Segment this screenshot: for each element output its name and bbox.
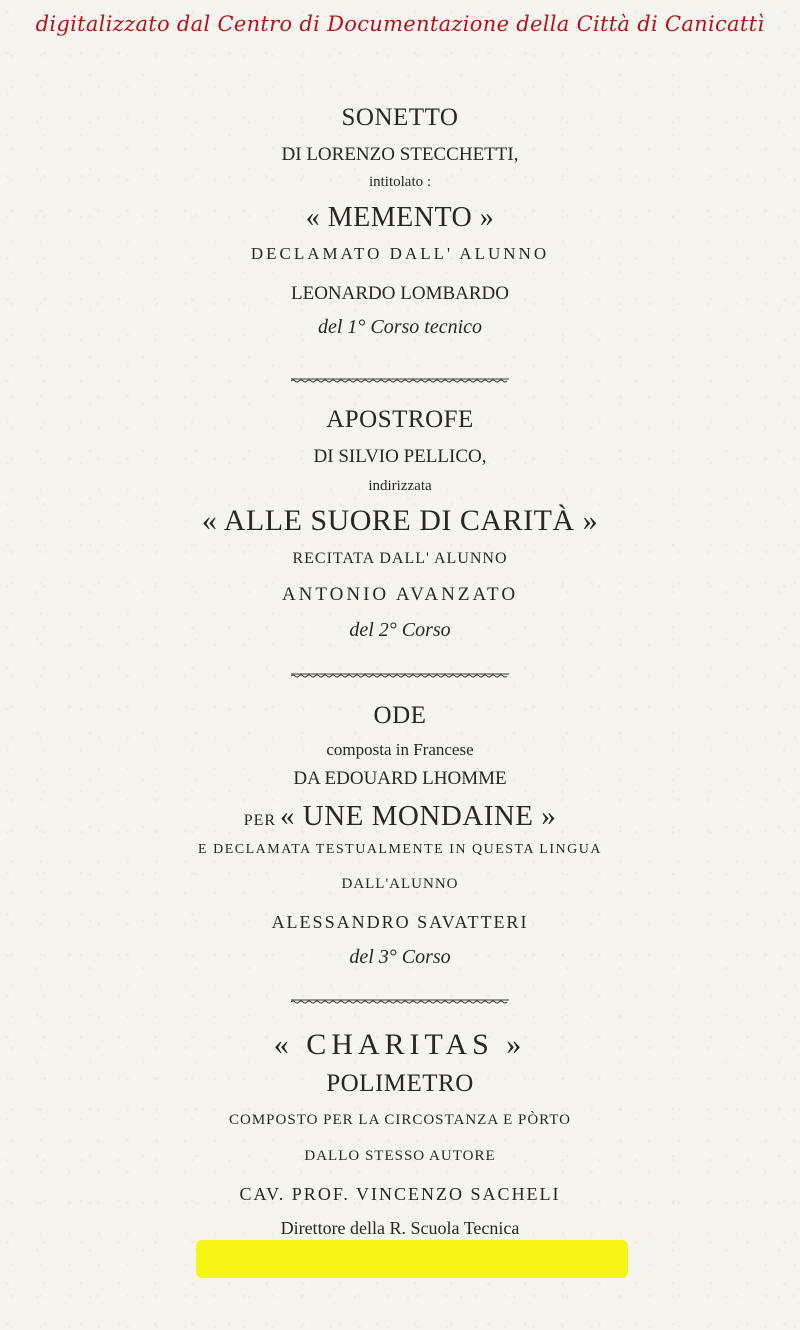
section-title: ODE xyxy=(373,702,427,729)
work-title: « ALLE SUORE DI CARITÀ » xyxy=(201,504,599,537)
student-course: del 3° Corso xyxy=(349,946,451,968)
performance-note: E DECLAMATA TESTUALMENTE IN QUESTA LINGUA xyxy=(198,842,602,857)
section-title: SONETTO xyxy=(341,104,459,131)
performance-note-2: DALL'ALUNNO xyxy=(341,876,459,892)
section-subtitle: POLIMETRO xyxy=(326,1070,474,1097)
section-connector: intitolato : xyxy=(368,174,432,190)
section-title: « CHARITAS » xyxy=(273,1028,527,1061)
student-course: del 1° Corso tecnico xyxy=(317,316,483,338)
yellow-highlight-mark xyxy=(196,1240,628,1278)
ornamental-divider xyxy=(291,672,509,678)
work-line xyxy=(0,800,800,833)
work-title: « MEMENTO » xyxy=(305,202,495,233)
section-title: APOSTROFE xyxy=(326,406,474,433)
work-prefix: PER xyxy=(243,812,277,829)
composition-note: COMPOSTO PER LA CIRCOSTANZA E PÒRTO xyxy=(229,1112,571,1128)
student-name: LEONARDO LOMBARDO xyxy=(291,283,509,304)
section-author: DA EDOUARD LHOMME xyxy=(293,768,507,789)
composition-note-2: DALLO STESSO AUTORE xyxy=(304,1148,496,1164)
digitization-watermark: digitalizzato dal Centro di Documentazione della Città di Canicattì xyxy=(35,12,765,36)
section-author: DI LORENZO STECCHETTI, xyxy=(281,144,519,165)
section-connector: composta in Francese xyxy=(326,740,474,759)
author-role: Direttore della R. Scuola Tecnica xyxy=(280,1218,520,1238)
author-name: CAV. PROF. VINCENZO SACHELI xyxy=(239,1184,561,1204)
section-author: DI SILVIO PELLICO, xyxy=(313,446,487,467)
student-course: del 2° Corso xyxy=(349,619,451,641)
student-name: ANTONIO AVANZATO xyxy=(281,584,519,605)
student-name: ALESSANDRO SAVATTERI xyxy=(271,912,529,932)
performance-note: DECLAMATO DALL' ALUNNO xyxy=(250,244,550,263)
ornamental-divider xyxy=(291,377,509,383)
section-connector: indirizzata xyxy=(368,478,432,494)
work-title: « UNE MONDAINE » xyxy=(280,800,557,832)
performance-note: RECITATA DALL' ALUNNO xyxy=(292,550,508,567)
ornamental-divider xyxy=(291,998,509,1004)
